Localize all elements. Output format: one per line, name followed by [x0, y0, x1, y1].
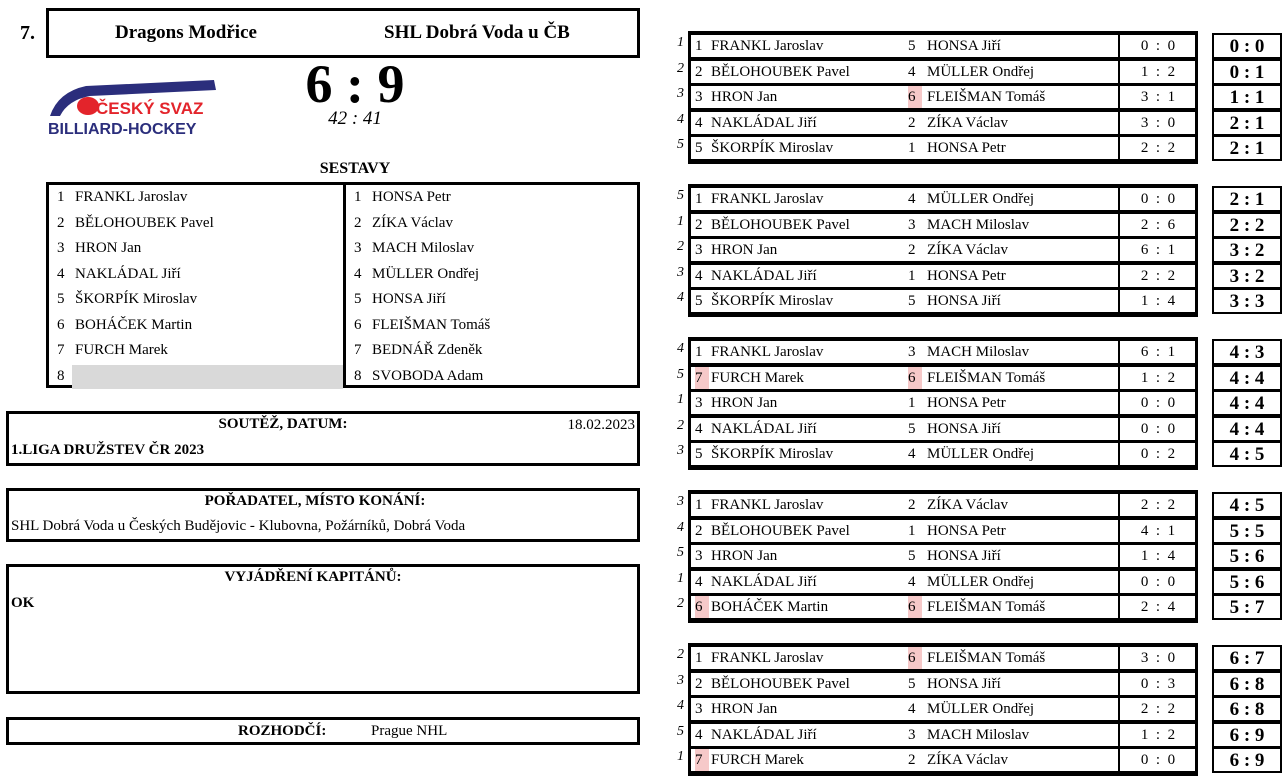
home-player-number: 5 — [695, 293, 703, 309]
running-total: 4 : 5 — [1212, 492, 1282, 518]
home-player-number: 1 — [695, 191, 703, 207]
away-player-name: HONSA Jiří — [927, 675, 1001, 692]
competition-box — [6, 411, 640, 466]
roster-table — [46, 182, 640, 388]
player-name: HONSA Petr — [372, 189, 451, 205]
match-order: 4 — [677, 341, 684, 356]
home-roster-row — [49, 287, 343, 312]
home-player-name: BĚLOHOUBEK Pavel — [711, 522, 850, 539]
player-name: HRON Jan — [75, 240, 142, 256]
home-player-name: NAKLÁDAL Jiří — [711, 573, 817, 590]
referee-box — [6, 717, 640, 745]
running-total: 5 : 6 — [1212, 543, 1282, 569]
away-player-number: 1 — [908, 522, 916, 539]
match-row — [689, 110, 1197, 136]
running-total: 3 : 2 — [1212, 237, 1282, 263]
home-player-number: 1 — [695, 497, 703, 513]
away-player-name: ZÍKA Václav — [927, 497, 1008, 513]
home-player-number: 4 — [695, 726, 703, 743]
player-number: 3 — [57, 240, 65, 256]
running-total: 5 : 6 — [1212, 569, 1282, 595]
home-team-name: Dragons Modřice — [115, 22, 257, 43]
home-player-name: NAKLÁDAL Jiří — [711, 267, 817, 284]
home-player-number: 1 — [695, 344, 703, 360]
player-number: 4 — [57, 265, 65, 282]
home-player-number: 3 — [695, 395, 703, 411]
away-player-number: 3 — [908, 344, 916, 360]
home-player-name: FRANKL Jaroslav — [711, 38, 824, 54]
running-total: 6 : 8 — [1212, 696, 1282, 722]
away-player-name: FLEIŠMAN Tomáš — [927, 599, 1046, 615]
away-roster — [346, 185, 640, 385]
home-player-name: FURCH Marek — [711, 369, 804, 386]
match-order: 5 — [677, 545, 684, 560]
home-player-number: 5 — [695, 446, 703, 462]
home-player-name: BĚLOHOUBEK Pavel — [711, 216, 850, 233]
away-player-number: 1 — [908, 140, 916, 156]
logo-line2: BILLIARD-HOCKEY — [48, 121, 197, 138]
home-player-name: FRANKL Jaroslav — [711, 650, 824, 666]
running-total: 1 : 1 — [1212, 84, 1282, 110]
federation-logo — [46, 72, 226, 144]
match-order: 2 — [677, 239, 684, 254]
home-roster-row — [49, 185, 343, 210]
match-row — [689, 569, 1197, 595]
player-name: MACH Miloslav — [372, 240, 475, 256]
match-row — [689, 492, 1197, 518]
match-score: 2 : 2 — [1118, 265, 1196, 287]
match-score: 3 : 1 — [1118, 86, 1196, 108]
roster-title: SESTAVY — [319, 160, 391, 177]
match-score: 1 : 4 — [1118, 290, 1196, 312]
home-player-name: BOHÁČEK Martin — [711, 599, 829, 615]
match-score: 1 : 2 — [1118, 367, 1196, 389]
match-score: 6 : 1 — [1118, 341, 1196, 363]
match-number: 7. — [20, 22, 35, 44]
player-number: 5 — [57, 291, 65, 307]
match-score: 0 : 0 — [1118, 35, 1196, 57]
referee-label: ROZHODČÍ: — [238, 723, 327, 739]
home-player-number: 4 — [695, 267, 703, 284]
away-roster-row — [346, 185, 640, 210]
organizer-label: POŘADATEL, MÍSTO KONÁNÍ: — [204, 493, 426, 509]
player-name: MÜLLER Ondřej — [372, 265, 480, 282]
player-name: NAKLÁDAL Jiří — [75, 265, 181, 282]
running-total: 3 : 3 — [1212, 288, 1282, 314]
away-player-name: HONSA Petr — [927, 140, 1006, 156]
matches-panel — [672, 0, 1288, 777]
away-player-number: 6 — [908, 367, 922, 389]
match-order: 4 — [677, 698, 684, 713]
player-number: 1 — [354, 189, 362, 205]
home-player-number: 6 — [695, 596, 709, 618]
competition-name: 1.LIGA DRUŽSTEV ČR 2023 — [11, 442, 205, 458]
away-player-number: 5 — [908, 420, 916, 437]
running-total: 4 : 4 — [1212, 365, 1282, 391]
match-score: 1 : 2 — [1118, 724, 1196, 746]
match-score: 2 : 4 — [1118, 596, 1196, 618]
match-row — [689, 339, 1197, 365]
match-row — [689, 722, 1197, 748]
away-team-name: SHL Dobrá Voda u ČB — [384, 22, 570, 43]
away-roster-row — [346, 211, 640, 236]
match-score: 3 : 0 — [1118, 112, 1196, 134]
running-total: 6 : 8 — [1212, 671, 1282, 697]
match-order: 1 — [677, 35, 684, 50]
home-player-name: FRANKL Jaroslav — [711, 497, 824, 513]
away-player-name: MACH Miloslav — [927, 344, 1030, 360]
home-player-number: 3 — [695, 701, 703, 717]
home-player-number: 7 — [695, 367, 709, 389]
match-order: 2 — [677, 596, 684, 611]
competition-date: 18.02.2023 — [567, 417, 635, 433]
match-score: 0 : 0 — [1118, 418, 1196, 440]
away-player-name: FLEIŠMAN Tomáš — [927, 89, 1046, 105]
home-player-name: HRON Jan — [711, 701, 778, 717]
competition-label: SOUTĚŽ, DATUM: — [218, 416, 348, 432]
player-name: BOHÁČEK Martin — [75, 316, 193, 333]
match-order: 4 — [677, 290, 684, 305]
player-number: 7 — [57, 342, 65, 358]
match-score: 0 : 0 — [1118, 749, 1196, 771]
away-player-name: MACH Miloslav — [927, 216, 1030, 233]
away-player-name: FLEIŠMAN Tomáš — [927, 650, 1046, 666]
away-player-number: 3 — [908, 726, 916, 743]
match-score: 0 : 0 — [1118, 571, 1196, 593]
match-order: 5 — [677, 723, 684, 739]
away-player-number: 1 — [908, 267, 916, 284]
empty-slot — [72, 365, 343, 389]
match-row — [689, 543, 1197, 569]
captains-value: OK — [11, 595, 35, 611]
match-order: 3 — [677, 264, 684, 280]
home-roster-row — [49, 313, 343, 338]
away-player-number: 4 — [908, 191, 916, 207]
match-row — [689, 186, 1197, 212]
home-player-name: ŠKORPÍK Miroslav — [711, 140, 834, 156]
match-order: 3 — [677, 443, 684, 458]
away-player-number: 2 — [908, 752, 916, 768]
running-total: 4 : 3 — [1212, 339, 1282, 365]
away-player-number: 6 — [908, 86, 922, 108]
match-order: 3 — [677, 494, 684, 509]
away-roster-row — [346, 236, 640, 261]
home-player-name: NAKLÁDAL Jiří — [711, 726, 817, 743]
match-order: 4 — [677, 111, 684, 127]
captains-box — [6, 564, 640, 694]
match-order: 1 — [677, 570, 684, 586]
away-player-number: 4 — [908, 446, 916, 462]
running-total: 0 : 1 — [1212, 59, 1282, 85]
away-player-name: HONSA Jiří — [927, 548, 1001, 564]
player-number: 5 — [354, 291, 362, 307]
match-row — [689, 696, 1197, 722]
match-row — [689, 390, 1197, 416]
match-row — [689, 594, 1197, 620]
match-order: 1 — [677, 392, 684, 407]
match-row — [689, 416, 1197, 442]
player-name: BĚLOHOUBEK Pavel — [75, 214, 214, 231]
player-name: FURCH Marek — [75, 342, 168, 358]
teams-header — [46, 8, 640, 58]
player-name: FLEIŠMAN Tomáš — [372, 316, 491, 333]
away-player-number: 6 — [908, 596, 922, 618]
away-player-number: 5 — [908, 38, 916, 54]
match-order: 4 — [677, 519, 684, 535]
home-player-number: 5 — [695, 140, 703, 156]
logo-line1: ČESKÝ SVAZ — [96, 99, 204, 118]
captains-label: VYJÁDŘENÍ KAPITÁNŮ: — [224, 569, 402, 585]
home-roster-row — [49, 211, 343, 236]
home-roster-row — [49, 338, 343, 363]
away-player-name: MÜLLER Ondřej — [927, 446, 1035, 462]
home-player-number: 2 — [695, 216, 703, 233]
home-player-number: 7 — [695, 749, 709, 771]
away-roster-row — [346, 364, 640, 389]
away-player-name: HONSA Jiří — [927, 420, 1001, 437]
away-roster-row — [346, 262, 640, 287]
match-order: 1 — [677, 213, 684, 229]
away-player-name: HONSA Petr — [927, 267, 1006, 284]
match-order: 2 — [677, 647, 684, 662]
match-row — [689, 135, 1197, 161]
match-order: 3 — [677, 86, 684, 101]
away-player-name: HONSA Petr — [927, 522, 1006, 539]
home-player-name: FRANKL Jaroslav — [711, 344, 824, 360]
home-player-number: 3 — [695, 89, 703, 105]
away-player-name: MÜLLER Ondřej — [927, 191, 1035, 207]
match-row — [689, 365, 1197, 391]
away-player-name: MACH Miloslav — [927, 726, 1030, 743]
match-score: 0 : 0 — [1118, 392, 1196, 414]
home-player-name: HRON Jan — [711, 242, 778, 258]
match-score: 2 : 2 — [1118, 494, 1196, 516]
match-row — [689, 288, 1197, 314]
player-name: BEDNÁŘ Zdeněk — [372, 342, 483, 358]
player-number: 2 — [57, 214, 65, 231]
home-player-number: 4 — [695, 573, 703, 590]
home-player-number: 1 — [695, 38, 703, 54]
away-player-number: 3 — [908, 216, 916, 233]
home-roster-row — [49, 236, 343, 261]
referee-value: Prague NHL — [371, 723, 448, 739]
away-player-name: HONSA Petr — [927, 395, 1006, 411]
away-player-name: HONSA Jiří — [927, 293, 1001, 309]
match-score: 1 : 4 — [1118, 545, 1196, 567]
running-total: 4 : 4 — [1212, 390, 1282, 416]
running-total: 5 : 7 — [1212, 594, 1282, 620]
running-total: 5 : 5 — [1212, 518, 1282, 544]
home-player-number: 3 — [695, 242, 703, 258]
match-score: 4 : 1 — [1118, 520, 1196, 542]
away-player-number: 2 — [908, 497, 916, 513]
away-player-name: MÜLLER Ondřej — [927, 701, 1035, 717]
match-row — [689, 33, 1197, 59]
home-roster-row — [49, 364, 343, 389]
match-row — [689, 212, 1197, 238]
match-score: 3 : 0 — [1118, 647, 1196, 669]
match-order: 5 — [677, 366, 684, 382]
player-name: HONSA Jiří — [372, 291, 446, 307]
home-player-name: HRON Jan — [711, 548, 778, 564]
away-player-number: 2 — [908, 242, 916, 258]
home-player-number: 2 — [695, 675, 703, 692]
running-total: 0 : 0 — [1212, 33, 1282, 59]
running-total: 2 : 2 — [1212, 212, 1282, 238]
home-player-name: NAKLÁDAL Jiří — [711, 114, 817, 131]
player-number: 8 — [57, 367, 65, 384]
match-order: 5 — [677, 188, 684, 203]
running-total: 4 : 5 — [1212, 441, 1282, 467]
away-player-name: MÜLLER Ondřej — [927, 573, 1035, 590]
away-roster-row — [346, 338, 640, 363]
away-player-name: FLEIŠMAN Tomáš — [927, 369, 1046, 386]
match-score: 1 : 2 — [1118, 61, 1196, 83]
running-total: 2 : 1 — [1212, 135, 1282, 161]
away-player-name: MÜLLER Ondřej — [927, 63, 1035, 80]
away-player-number: 6 — [908, 647, 922, 669]
away-player-number: 5 — [908, 548, 916, 564]
player-number: 6 — [57, 316, 65, 333]
player-number: 3 — [354, 240, 362, 256]
away-player-number: 5 — [908, 675, 916, 692]
player-number: 1 — [57, 189, 65, 205]
match-row — [689, 59, 1197, 85]
running-total: 6 : 9 — [1212, 747, 1282, 773]
away-player-name: ZÍKA Václav — [927, 114, 1008, 131]
match-score: 0 : 2 — [1118, 443, 1196, 465]
organizer-box — [6, 488, 640, 542]
player-name: ŠKORPÍK Miroslav — [75, 291, 198, 307]
home-roster — [49, 185, 346, 385]
away-player-number: 5 — [908, 293, 916, 309]
match-row — [689, 747, 1197, 773]
home-player-number: 3 — [695, 548, 703, 564]
match-order: 3 — [677, 672, 684, 688]
away-player-number: 4 — [908, 701, 916, 717]
home-player-name: BĚLOHOUBEK Pavel — [711, 675, 850, 692]
home-roster-row — [49, 262, 343, 287]
away-roster-row — [346, 313, 640, 338]
match-order: 5 — [677, 137, 684, 152]
running-total: 6 : 9 — [1212, 722, 1282, 748]
final-score: 6 : 9 — [305, 54, 405, 114]
match-row — [689, 645, 1197, 671]
away-player-number: 1 — [908, 395, 916, 411]
player-number: 8 — [354, 367, 362, 384]
player-name: FRANKL Jaroslav — [75, 189, 188, 205]
match-order: 2 — [677, 417, 684, 433]
home-player-name: ŠKORPÍK Miroslav — [711, 446, 834, 462]
match-row — [689, 671, 1197, 697]
home-player-name: NAKLÁDAL Jiří — [711, 420, 817, 437]
goal-points: 42 : 41 — [328, 108, 382, 129]
away-player-name: ZÍKA Václav — [927, 242, 1008, 258]
organizer-value: SHL Dobrá Voda u Českých Budějovic - Klubovna, Požárníků, Dobrá Voda — [11, 518, 466, 534]
home-player-name: ŠKORPÍK Miroslav — [711, 293, 834, 309]
away-player-name: ZÍKA Václav — [927, 752, 1008, 768]
player-number: 6 — [354, 316, 362, 333]
away-player-number: 2 — [908, 114, 916, 131]
away-player-number: 4 — [908, 63, 916, 80]
running-total: 2 : 1 — [1212, 186, 1282, 212]
home-player-name: BĚLOHOUBEK Pavel — [711, 63, 850, 80]
running-total: 4 : 4 — [1212, 416, 1282, 442]
player-number: 7 — [354, 342, 362, 358]
match-row — [689, 263, 1197, 289]
home-player-number: 4 — [695, 420, 703, 437]
running-total: 6 : 7 — [1212, 645, 1282, 671]
match-score: 0 : 3 — [1118, 673, 1196, 695]
match-row — [689, 237, 1197, 263]
home-player-number: 2 — [695, 63, 703, 80]
player-name: ZÍKA Václav — [372, 214, 453, 231]
home-player-name: HRON Jan — [711, 89, 778, 105]
player-name: SVOBODA Adam — [372, 367, 484, 384]
player-number: 2 — [354, 214, 362, 231]
match-order: 1 — [677, 749, 684, 764]
match-row — [689, 84, 1197, 110]
home-player-number: 2 — [695, 522, 703, 539]
match-score: 2 : 2 — [1118, 698, 1196, 720]
home-player-number: 1 — [695, 650, 703, 666]
player-number: 4 — [354, 265, 362, 282]
home-player-name: HRON Jan — [711, 395, 778, 411]
running-total: 2 : 1 — [1212, 110, 1282, 136]
running-total: 3 : 2 — [1212, 263, 1282, 289]
match-row — [689, 441, 1197, 467]
match-order: 2 — [677, 60, 684, 76]
away-roster-row — [346, 287, 640, 312]
away-player-name: HONSA Jiří — [927, 38, 1001, 54]
away-player-number: 4 — [908, 573, 916, 590]
home-player-number: 4 — [695, 114, 703, 131]
home-player-name: FURCH Marek — [711, 752, 804, 768]
match-score: 0 : 0 — [1118, 188, 1196, 210]
match-score: 2 : 2 — [1118, 137, 1196, 159]
home-player-name: FRANKL Jaroslav — [711, 191, 824, 207]
match-score: 2 : 6 — [1118, 214, 1196, 236]
match-row — [689, 518, 1197, 544]
match-score: 6 : 1 — [1118, 239, 1196, 261]
